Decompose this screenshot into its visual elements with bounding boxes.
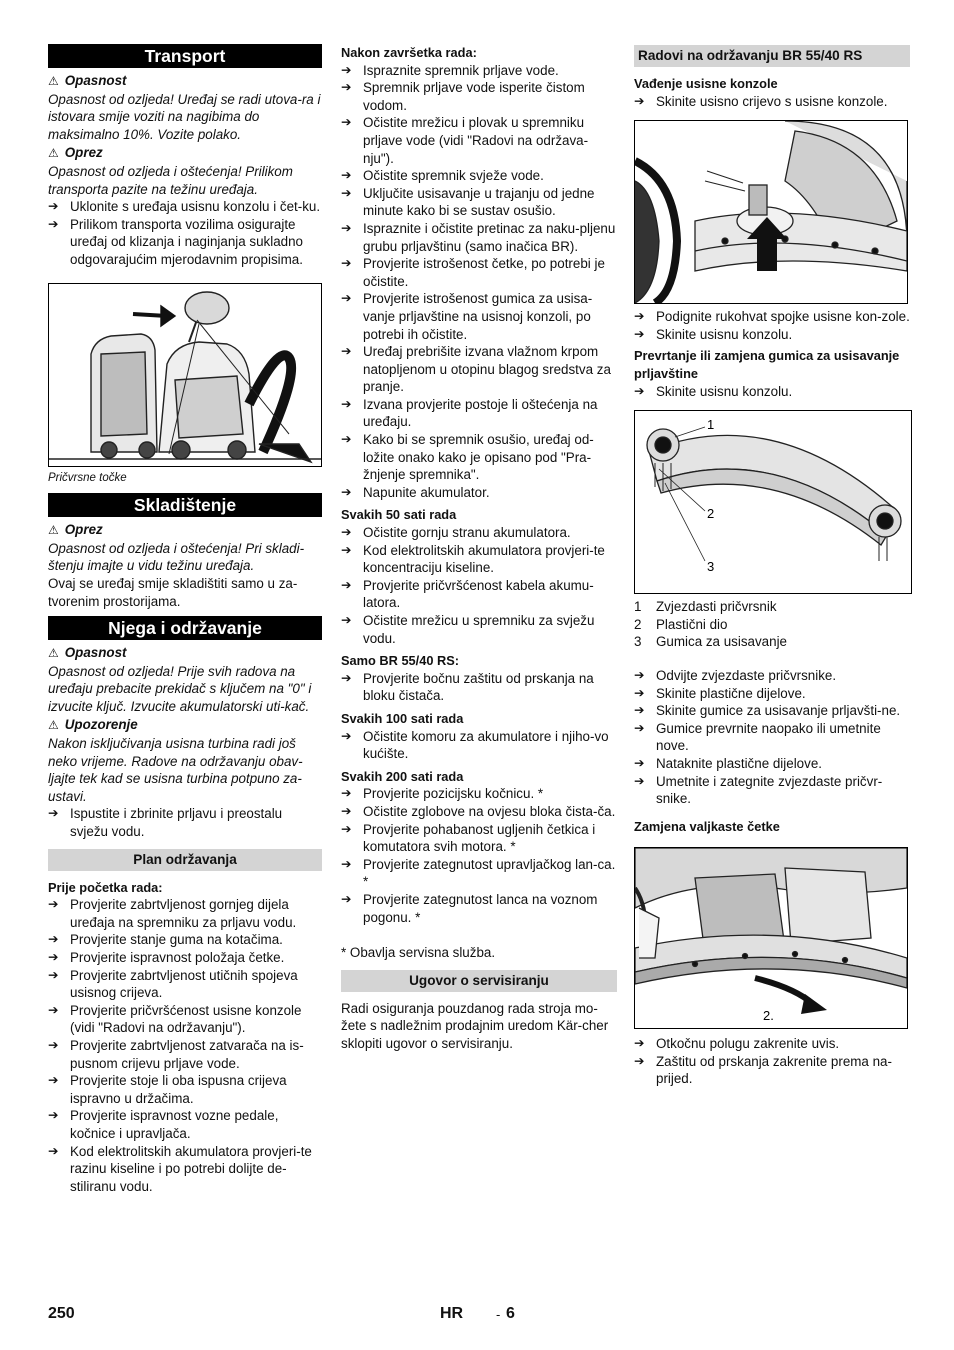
subsection-title-contract: Ugovor o servisiranju xyxy=(341,970,617,992)
warning-caution-label: ⚠ Oprez xyxy=(48,145,103,161)
legend-number: 2 xyxy=(634,616,642,632)
list-item: ➔ Izvana provjerite postoje li oštećenja na uređaju. xyxy=(341,396,617,431)
care-steps xyxy=(48,805,322,840)
list-item: ➔ Skinite usisnu konzolu. xyxy=(634,383,910,401)
warning-triangle-icon: ⚠ xyxy=(48,146,59,161)
interval-100-steps xyxy=(341,728,617,763)
list-item: ➔ Podignite rukohvat spojke usisne kon-zole. xyxy=(634,308,910,326)
column-middle xyxy=(341,44,617,1052)
legend-text: Zvjezdasti pričvrsnik xyxy=(656,599,777,615)
list-item: ➔ Očistite zglobove na ovjesu bloka čista-ča. xyxy=(341,803,617,821)
column-right xyxy=(634,44,910,1088)
warning-danger-label: ⚠ Opasnost xyxy=(48,73,127,88)
removal-title: Vađenje usisne konzole xyxy=(634,76,778,91)
after-work-steps xyxy=(341,62,617,502)
language-code: HR xyxy=(440,1305,464,1322)
after-work-title: Nakon završetka rada: xyxy=(341,45,477,60)
legend-item xyxy=(634,598,910,616)
list-item: ➔ Provjerite pričvršćenost usisne konzole (vidi "Radovi na održavanju"). xyxy=(48,1002,322,1037)
list-item: ➔ Otkočnu polugu zakrenite uvis. xyxy=(634,1035,910,1053)
callout-2: 2 xyxy=(707,506,715,522)
legend-number: 1 xyxy=(634,599,642,615)
list-item: ➔ Provjerite pričvršćenost kabela akumu-latora. xyxy=(341,577,617,612)
interval-200-title: Svakih 200 sati rada xyxy=(341,768,464,784)
list-item: ➔ Uključite usisavanje u trajanju od jedne minute kako bi se sustav osušio. xyxy=(341,185,617,220)
warning-notice-text: Nakon isključivanja usisna turbina radi još neko vrijeme. Radove na održavanju obav-ljajte tek kad se usisna turbina potpuno za-ustavi. xyxy=(48,736,303,804)
warning-triangle-icon: ⚠ xyxy=(48,523,59,538)
list-item: ➔ Kod elektrolitskih akumulatora provjeri-te razinu kiseline i po potrebi dolijte de-stiliranu vodu. xyxy=(48,1143,322,1196)
warning-caution-text: Opasnost od ozljeda i oštećenja! Pri skladi-štenju imajte u vidu težinu uređaja. xyxy=(48,540,305,574)
machine-transport-illustration xyxy=(49,284,321,466)
list-item: ➔ Provjerite zabrtvljenost utičnih spojeva usisnog crijeva. xyxy=(48,967,322,1002)
roller-title: Zamjena valjkaste četke xyxy=(634,818,780,834)
list-item: ➔ Očistite spremnik svježe vode. xyxy=(341,167,617,185)
warning-danger-text: Opasnost od ozljeda! Prije svih radova na uređaju prebacite prekidač s ključem na "0" i izvucite ključ. Izvucite akumulatorski uti-kač. xyxy=(48,663,312,714)
list-item: ➔ Provjerite ispravnost vozne pedale, kočnice i upravljača. xyxy=(48,1107,322,1142)
figure-roller-brush xyxy=(634,847,908,1029)
removal-steps-b xyxy=(634,308,910,343)
interval-50-steps xyxy=(341,524,617,647)
list-item: ➔ Provjerite stoje li oba ispusna crijeva ispravno u držačima. xyxy=(48,1072,322,1107)
legend-item xyxy=(634,616,910,634)
column-left xyxy=(48,44,322,1195)
before-work-title: Prije početka rada: xyxy=(48,879,163,895)
list-item: ➔ Spremnik prljave vode isperite čistom vodom. xyxy=(341,79,617,114)
list-item: ➔ Očistite gornju stranu akumulatora. xyxy=(341,524,617,542)
list-item: ➔ Zaštitu od prskanja zakrenite prema na-prijed. xyxy=(634,1053,910,1088)
transport-steps xyxy=(48,198,322,268)
list-item: ➔ Provjerite zabrtvljenost zatvarača na is-pusnom crijevu prljave vode. xyxy=(48,1037,322,1072)
footnote: * Obavlja servisna služba. xyxy=(341,945,496,961)
warning-danger-label: ⚠ Opasnost xyxy=(48,645,127,661)
interval-100-title: Svakih 100 sati rada xyxy=(341,710,464,726)
list-item: ➔ Skinite usisnu konzolu. xyxy=(634,326,910,344)
list-item: ➔ Umetnite i zategnite zvjezdaste pričvr-snike. xyxy=(634,773,910,808)
list-item: ➔ Prilikom transporta vozilima osigurajte uređaj od klizanja i naginjanja sukladno odgovarajućim mjerodavnim propisima. xyxy=(48,216,322,269)
list-item: ➔ Skinite plastične dijelove. xyxy=(634,685,910,703)
rs-only-title: Samo BR 55/40 RS: xyxy=(341,653,460,669)
interval-50-title: Svakih 50 sati rada xyxy=(341,507,457,523)
list-item: ➔ Očistite komoru za akumulatore i njiho-vo kućište. xyxy=(341,728,617,763)
list-item: ➔ Kod elektrolitskih akumulatora provjeri-te koncentraciju kiseline. xyxy=(341,542,617,577)
section-title-transport: Transport xyxy=(48,44,322,68)
roller-brush-illustration xyxy=(635,848,907,1028)
warning-danger-text: Opasnost od ozljeda! Uređaj se radi utova-ra i istovara smije voziti na nagibima do maksimalno 10%. Vozite polako. xyxy=(48,91,321,142)
list-item: ➔ Provjerite ispravnost položaja četke. xyxy=(48,949,322,967)
list-item: ➔ Uređaj prebrišite izvana vlažnom krpom natopljenom u otopinu blagog sredstva za pranje. xyxy=(341,343,617,396)
figure-legend xyxy=(634,598,910,651)
footer-dash: - xyxy=(496,1307,501,1322)
list-item: ➔ Gumice prevrnite naopako ili umetnite nove. xyxy=(634,720,910,755)
callout-step-2: 2. xyxy=(763,1008,774,1024)
callout-1: 1 xyxy=(707,417,715,433)
list-item: ➔ Provjerite istrošenost gumica za usisa-vanje prljavštine na usisnoj konzoli, po potrebi ih očistite. xyxy=(341,290,617,343)
rs-only-steps xyxy=(341,670,617,705)
list-item: ➔ Provjerite istrošenost četke, po potrebi je očistite. xyxy=(341,255,617,290)
lip-steps-a xyxy=(634,383,910,401)
suction-bar-illustration xyxy=(635,411,911,593)
legend-text: Plastični dio xyxy=(656,616,728,632)
page-footer xyxy=(48,1305,910,1329)
warning-triangle-icon: ⚠ xyxy=(48,718,59,733)
warning-caution-text: Opasnost od ozljeda i oštećenja! Prilikom transporta pazite na težinu uređaja. xyxy=(48,163,293,197)
list-item: ➔ Ispraznite i očistite pretinac za naku-pljenu grubu prljavštinu (samo inačica BR). xyxy=(341,220,617,255)
list-item: ➔ Provjerite zategnutost lanca na voznom pogonu. * xyxy=(341,891,617,926)
list-item: ➔ Provjerite zabrtvljenost gornjeg dijela uređaja na spremniku za prljavu vodu. xyxy=(48,896,322,931)
list-item: ➔ Napunite akumulator. xyxy=(341,484,617,502)
figure-suction-removal xyxy=(634,120,908,304)
list-item: ➔ Odvijte zvjezdaste pričvrsnike. xyxy=(634,667,910,685)
section-title-care: Njega i održavanje xyxy=(48,616,322,640)
lip-title: Prevrtanje ili zamjena gumica za usisavanje prljavštine xyxy=(634,348,900,381)
storage-text: Ovaj se uređaj smije skladištiti samo u za-tvorenim prostorijama. xyxy=(48,575,298,609)
legend-number: 3 xyxy=(634,634,642,650)
figure-suction-lips xyxy=(634,410,912,594)
callout-3: 3 xyxy=(707,559,715,575)
page-number: 250 xyxy=(48,1305,75,1322)
warning-notice-label: ⚠ Upozorenje xyxy=(48,717,138,733)
list-item: ➔ Skinite usisno crijevo s usisne konzole. xyxy=(634,93,910,111)
subsection-title-plan: Plan održavanja xyxy=(48,849,322,871)
contract-text: Radi osiguranja pouzdanog rada stroja mo-žete s nadležnim prodajnim uredom Kär-cher sklopiti ugovor o servisiranju. xyxy=(341,1000,609,1051)
warning-triangle-icon: ⚠ xyxy=(48,74,59,88)
sub-page-number: 6 xyxy=(506,1305,515,1322)
figure-tie-down-points xyxy=(48,283,322,467)
warning-triangle-icon: ⚠ xyxy=(48,646,59,661)
subsection-title-maintenance-rs: Radovi na održavanju BR 55/40 RS xyxy=(634,45,910,67)
legend-text: Gumica za usisavanje xyxy=(656,634,787,650)
figure-caption: Pričvrsne točke xyxy=(48,471,127,484)
list-item: ➔ Očistite mrežicu u spremniku za svježu vodu. xyxy=(341,612,617,647)
list-item: ➔ Ispustite i zbrinite prljavu i preostalu svježu vodu. xyxy=(48,805,322,840)
roller-steps xyxy=(634,1035,910,1088)
list-item: ➔ Uklonite s uređaja usisnu konzolu i čet-ku. xyxy=(48,198,322,216)
list-item: ➔ Očistite mrežicu i plovak u spremniku prljave vode (vidi "Radovi na održava-nju"). xyxy=(341,114,617,167)
legend-item xyxy=(634,633,910,651)
lip-steps-b xyxy=(634,667,910,808)
list-item: ➔ Provjerite pohabanost ugljenih četkica i komutatora svih motora. * xyxy=(341,821,617,856)
before-work-steps xyxy=(48,896,322,1195)
list-item: ➔ Ispraznite spremnik prljave vode. xyxy=(341,62,617,80)
removal-steps-a xyxy=(634,93,910,111)
list-item: ➔ Skinite gumice za usisavanje prljavšti-ne. xyxy=(634,702,910,720)
warning-caution-label: ⚠ Oprez xyxy=(48,522,103,538)
list-item: ➔ Provjerite pozicijsku kočnicu. * xyxy=(341,785,617,803)
interval-200-steps xyxy=(341,785,617,926)
list-item: ➔ Provjerite bočnu zaštitu od prskanja na bloku čistača. xyxy=(341,670,617,705)
section-title-storage: Skladištenje xyxy=(48,493,322,517)
list-item: ➔ Nataknite plastične dijelove. xyxy=(634,755,910,773)
list-item: ➔ Kako bi se spremnik osušio, uređaj od-ložite onako kako je opisano pod "Pra-žnjenje spremnika". xyxy=(341,431,617,484)
list-item: ➔ Provjerite stanje guma na kotačima. xyxy=(48,931,322,949)
suction-bar-removal-illustration xyxy=(635,121,907,303)
list-item: ➔ Provjerite zategnutost upravljačkog lan-ca. * xyxy=(341,856,617,891)
